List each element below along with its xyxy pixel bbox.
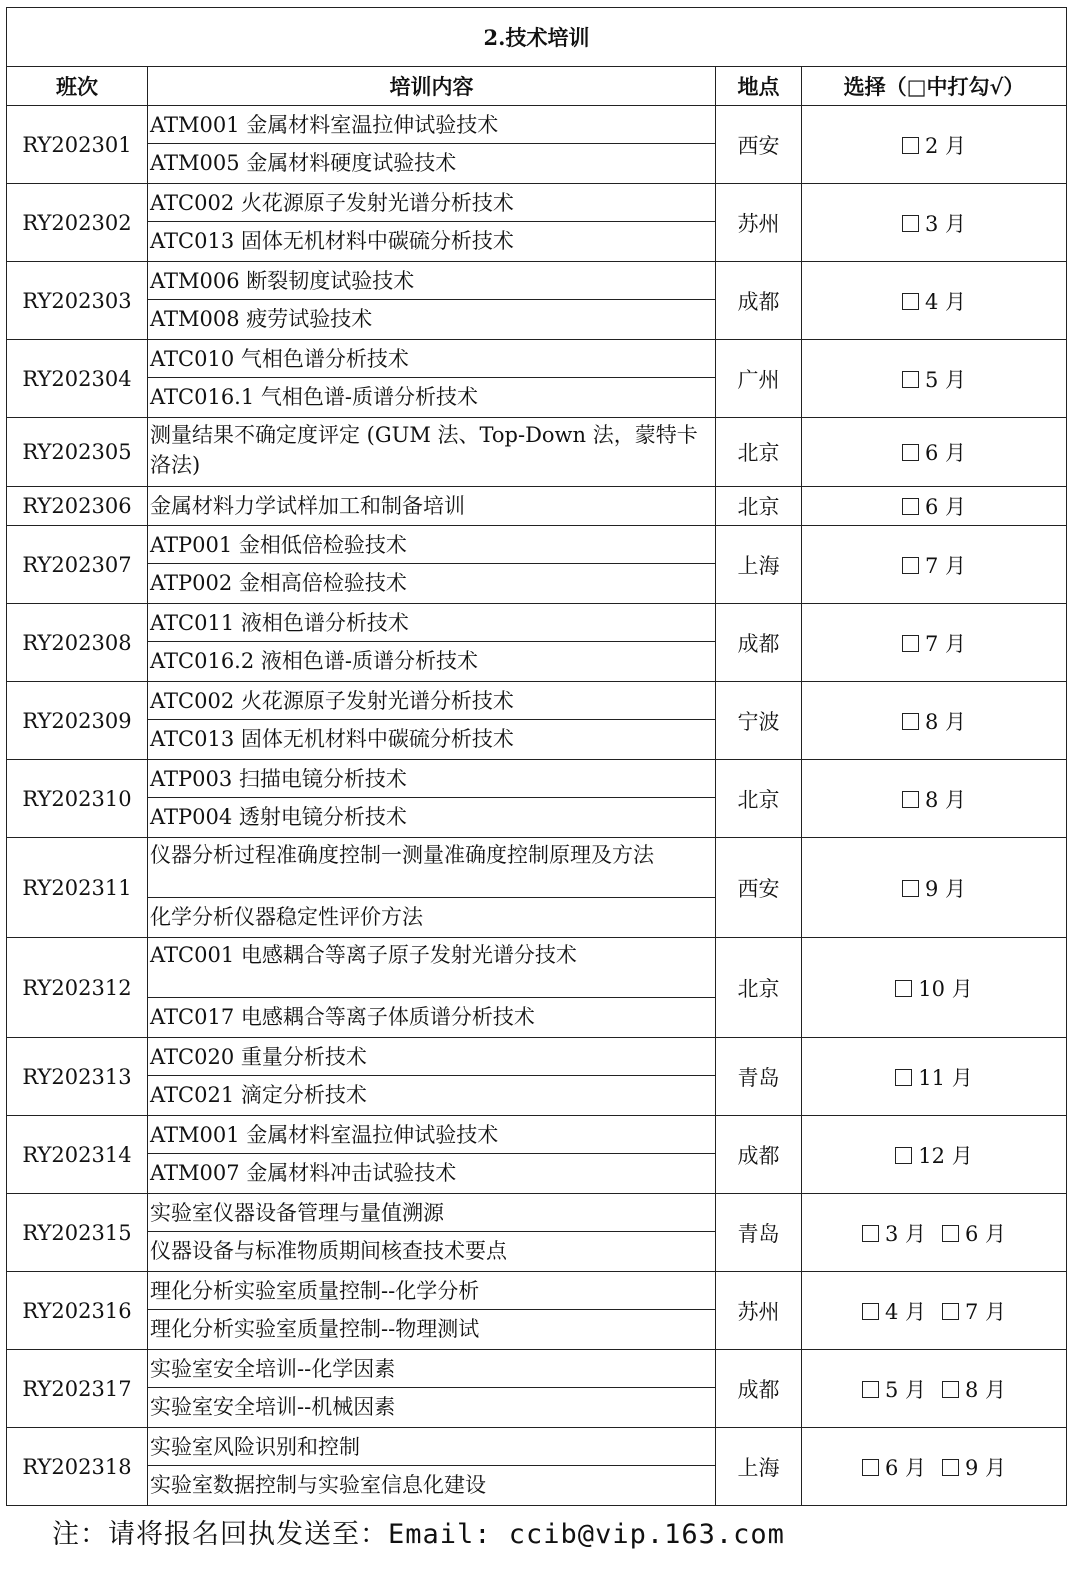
class-code: RY202307 bbox=[7, 526, 148, 604]
course-content bbox=[148, 1116, 716, 1194]
header-location: 地点 bbox=[716, 67, 802, 106]
class-code: RY202313 bbox=[7, 1038, 148, 1116]
header-select: 选择（□中打勾√） bbox=[802, 67, 1067, 106]
month-label: 4 月 bbox=[884, 1299, 926, 1324]
month-option[interactable] bbox=[902, 364, 966, 394]
course-content bbox=[148, 1428, 716, 1506]
class-code: RY202318 bbox=[7, 1428, 148, 1506]
month-label: 5 月 bbox=[884, 1377, 926, 1402]
month-option[interactable] bbox=[895, 973, 972, 1003]
month-label: 5 月 bbox=[924, 367, 967, 392]
course-line: ATP004 透射电镜分析技术 bbox=[150, 805, 407, 829]
course-line: ATM001 金属材料室温拉伸试验技术 bbox=[148, 1116, 715, 1154]
footer-note: 注：请将报名回执发送至：Email: ccib@vip.163.com bbox=[52, 1519, 785, 1550]
checkbox-icon[interactable] bbox=[902, 635, 919, 652]
location: 西安 bbox=[716, 106, 802, 184]
table-row bbox=[7, 1272, 1067, 1350]
checkbox-icon[interactable] bbox=[902, 557, 919, 574]
course-content bbox=[148, 1038, 716, 1116]
month-option[interactable] bbox=[902, 286, 966, 316]
checkbox-icon[interactable] bbox=[942, 1381, 959, 1398]
class-code: RY202301 bbox=[7, 106, 148, 184]
checkbox-icon[interactable] bbox=[902, 713, 919, 730]
course-line: ATC002 火花源原子发射光谱分析技术 bbox=[148, 682, 715, 720]
table-row bbox=[7, 760, 1067, 838]
month-option[interactable] bbox=[902, 873, 966, 903]
location: 苏州 bbox=[716, 1272, 802, 1350]
course-line: ATC016.2 液相色谱-质谱分析技术 bbox=[150, 649, 478, 673]
month-select bbox=[802, 1194, 1067, 1272]
checkbox-icon[interactable] bbox=[895, 1069, 912, 1086]
month-select bbox=[802, 604, 1067, 682]
checkbox-icon[interactable] bbox=[902, 371, 919, 388]
checkbox-icon[interactable] bbox=[902, 137, 919, 154]
month-label: 7 月 bbox=[924, 553, 967, 578]
course-line: ATM006 断裂韧度试验技术 bbox=[148, 262, 715, 300]
month-label: 7 月 bbox=[924, 631, 967, 656]
table-row bbox=[7, 106, 1067, 184]
course-content bbox=[148, 838, 716, 938]
class-code: RY202311 bbox=[7, 838, 148, 938]
location: 广州 bbox=[716, 340, 802, 418]
course-line: ATM007 金属材料冲击试验技术 bbox=[150, 1161, 457, 1185]
table-row bbox=[7, 604, 1067, 682]
location: 成都 bbox=[716, 1350, 802, 1428]
class-code: RY202303 bbox=[7, 262, 148, 340]
course-content bbox=[148, 682, 716, 760]
month-select bbox=[802, 340, 1067, 418]
course-content bbox=[148, 1272, 716, 1350]
month-label: 2 月 bbox=[924, 133, 967, 158]
table-row bbox=[7, 487, 1067, 526]
checkbox-icon[interactable] bbox=[862, 1459, 879, 1476]
class-code: RY202302 bbox=[7, 184, 148, 262]
training-table bbox=[6, 7, 1067, 1506]
location: 上海 bbox=[716, 526, 802, 604]
month-select bbox=[802, 262, 1067, 340]
month-label: 8 月 bbox=[965, 1377, 1007, 1402]
month-option[interactable] bbox=[902, 491, 966, 521]
table-row bbox=[7, 418, 1067, 487]
month-select bbox=[802, 526, 1067, 604]
month-select bbox=[802, 1428, 1067, 1506]
month-select bbox=[802, 106, 1067, 184]
month-option[interactable] bbox=[862, 1218, 926, 1248]
month-label: 9 月 bbox=[965, 1455, 1007, 1480]
course-line: ATC016.1 气相色谱-质谱分析技术 bbox=[150, 385, 478, 409]
course-content bbox=[148, 106, 716, 184]
course-line: 理化分析实验室质量控制--化学分析 bbox=[148, 1272, 715, 1310]
table-row bbox=[7, 340, 1067, 418]
class-code: RY202310 bbox=[7, 760, 148, 838]
month-select bbox=[802, 838, 1067, 938]
month-option[interactable] bbox=[902, 437, 966, 467]
checkbox-icon[interactable] bbox=[902, 444, 919, 461]
month-label: 7 月 bbox=[965, 1299, 1007, 1324]
month-label: 3 月 bbox=[884, 1221, 926, 1246]
month-label: 10 月 bbox=[918, 976, 973, 1001]
course-line: 仪器分析过程准确度控制一测量准确度控制原理及方法 bbox=[148, 838, 715, 898]
course-line: 实验室安全培训--化学因素 bbox=[148, 1350, 715, 1388]
month-label: 4 月 bbox=[924, 289, 967, 314]
month-option[interactable] bbox=[862, 1452, 926, 1482]
table-title: 2.技术培训 bbox=[7, 8, 1067, 67]
table-row bbox=[7, 1116, 1067, 1194]
checkbox-icon[interactable] bbox=[902, 498, 919, 515]
month-select bbox=[802, 1116, 1067, 1194]
course-content bbox=[148, 262, 716, 340]
month-option[interactable] bbox=[902, 550, 966, 580]
checkbox-icon[interactable] bbox=[902, 215, 919, 232]
course-line: ATP001 金相低倍检验技术 bbox=[148, 526, 715, 564]
course-line: ATP002 金相高倍检验技术 bbox=[150, 571, 407, 595]
course-line: 金属材料力学试样加工和制备培训 bbox=[150, 494, 465, 518]
course-line: 实验室仪器设备管理与量值溯源 bbox=[148, 1194, 715, 1232]
class-code: RY202306 bbox=[7, 487, 148, 526]
location: 成都 bbox=[716, 1116, 802, 1194]
course-line: 理化分析实验室质量控制--物理测试 bbox=[150, 1317, 480, 1341]
checkbox-icon[interactable] bbox=[902, 880, 919, 897]
location: 北京 bbox=[716, 487, 802, 526]
table-row bbox=[7, 184, 1067, 262]
course-content bbox=[148, 526, 716, 604]
month-option[interactable] bbox=[895, 1062, 972, 1092]
location: 上海 bbox=[716, 1428, 802, 1506]
location: 北京 bbox=[716, 418, 802, 487]
training-document bbox=[6, 7, 1066, 1506]
checkbox-icon[interactable] bbox=[902, 791, 919, 808]
checkbox-icon[interactable] bbox=[902, 293, 919, 310]
month-option[interactable] bbox=[902, 628, 966, 658]
course-line: ATC013 固体无机材料中碳硫分析技术 bbox=[150, 727, 514, 751]
course-line: 实验室数据控制与实验室信息化建设 bbox=[150, 1473, 486, 1497]
checkbox-icon[interactable] bbox=[862, 1225, 879, 1242]
month-option[interactable] bbox=[942, 1218, 1006, 1248]
header-row bbox=[7, 67, 1067, 106]
month-option[interactable] bbox=[862, 1374, 926, 1404]
month-option[interactable] bbox=[902, 130, 966, 160]
month-label: 3 月 bbox=[924, 211, 967, 236]
course-content bbox=[148, 604, 716, 682]
course-line: ATC013 固体无机材料中碳硫分析技术 bbox=[150, 229, 514, 253]
course-line: ATM001 金属材料室温拉伸试验技术 bbox=[148, 106, 715, 144]
class-code: RY202304 bbox=[7, 340, 148, 418]
header-code: 班次 bbox=[7, 67, 148, 106]
course-content bbox=[148, 184, 716, 262]
month-option[interactable] bbox=[942, 1374, 1006, 1404]
course-line: 测量结果不确定度评定 (GUM 法、Top-Down 法，蒙特卡洛法) bbox=[150, 423, 698, 477]
month-label: 6 月 bbox=[965, 1221, 1007, 1246]
course-line: ATC011 液相色谱分析技术 bbox=[148, 604, 715, 642]
checkbox-icon[interactable] bbox=[942, 1303, 959, 1320]
course-line: ATC001 电感耦合等离子原子发射光谱分技术 bbox=[148, 938, 715, 998]
month-select bbox=[802, 760, 1067, 838]
table-row bbox=[7, 682, 1067, 760]
course-line: ATC010 气相色谱分析技术 bbox=[148, 340, 715, 378]
course-content bbox=[148, 1350, 716, 1428]
class-code: RY202316 bbox=[7, 1272, 148, 1350]
month-select bbox=[802, 1350, 1067, 1428]
month-label: 6 月 bbox=[884, 1455, 926, 1480]
course-line: ATC002 火花源原子发射光谱分析技术 bbox=[148, 184, 715, 222]
course-line: ATC017 电感耦合等离子体质谱分析技术 bbox=[150, 1005, 535, 1029]
month-select bbox=[802, 1272, 1067, 1350]
month-option[interactable] bbox=[862, 1296, 926, 1326]
month-select bbox=[802, 487, 1067, 526]
course-content bbox=[148, 760, 716, 838]
course-content bbox=[148, 418, 716, 487]
checkbox-icon[interactable] bbox=[895, 980, 912, 997]
month-select bbox=[802, 184, 1067, 262]
table-row bbox=[7, 1038, 1067, 1116]
checkbox-icon[interactable] bbox=[862, 1303, 879, 1320]
month-label: 6 月 bbox=[924, 441, 967, 465]
month-select bbox=[802, 1038, 1067, 1116]
month-option[interactable] bbox=[902, 784, 966, 814]
table-row bbox=[7, 838, 1067, 938]
month-option[interactable] bbox=[902, 706, 966, 736]
class-code: RY202317 bbox=[7, 1350, 148, 1428]
class-code: RY202308 bbox=[7, 604, 148, 682]
month-select bbox=[802, 682, 1067, 760]
location: 西安 bbox=[716, 838, 802, 938]
class-code: RY202312 bbox=[7, 938, 148, 1038]
table-row bbox=[7, 1350, 1067, 1428]
class-code: RY202314 bbox=[7, 1116, 148, 1194]
course-line: ATM008 疲劳试验技术 bbox=[150, 307, 373, 331]
month-label: 12 月 bbox=[918, 1143, 973, 1168]
location: 成都 bbox=[716, 262, 802, 340]
class-code: RY202309 bbox=[7, 682, 148, 760]
month-option[interactable] bbox=[895, 1140, 972, 1170]
table-row bbox=[7, 262, 1067, 340]
month-option[interactable] bbox=[902, 208, 966, 238]
checkbox-icon[interactable] bbox=[942, 1459, 959, 1476]
month-label: 8 月 bbox=[924, 709, 967, 734]
month-option[interactable] bbox=[942, 1452, 1006, 1482]
course-line: 仪器设备与标准物质期间核查技术要点 bbox=[150, 1239, 507, 1263]
course-line: ATC021 滴定分析技术 bbox=[150, 1083, 367, 1107]
month-select bbox=[802, 938, 1067, 1038]
month-label: 11 月 bbox=[918, 1065, 973, 1090]
course-content bbox=[148, 340, 716, 418]
course-content bbox=[148, 1194, 716, 1272]
course-content bbox=[148, 487, 716, 526]
month-label: 8 月 bbox=[924, 787, 967, 812]
location: 苏州 bbox=[716, 184, 802, 262]
table-row bbox=[7, 1428, 1067, 1506]
checkbox-icon[interactable] bbox=[895, 1147, 912, 1164]
month-select bbox=[802, 418, 1067, 487]
location: 青岛 bbox=[716, 1038, 802, 1116]
course-content bbox=[148, 938, 716, 1038]
location: 宁波 bbox=[716, 682, 802, 760]
class-code: RY202315 bbox=[7, 1194, 148, 1272]
location: 北京 bbox=[716, 760, 802, 838]
location: 北京 bbox=[716, 938, 802, 1038]
month-label: 6 月 bbox=[924, 495, 967, 519]
course-line: 实验室风险识别和控制 bbox=[148, 1428, 715, 1466]
month-option[interactable] bbox=[942, 1296, 1006, 1326]
checkbox-icon[interactable] bbox=[942, 1225, 959, 1242]
course-line: ATP003 扫描电镜分析技术 bbox=[148, 760, 715, 798]
location: 青岛 bbox=[716, 1194, 802, 1272]
course-line: 实验室安全培训--机械因素 bbox=[150, 1395, 396, 1419]
month-label: 9 月 bbox=[924, 876, 967, 901]
checkbox-icon[interactable] bbox=[862, 1381, 879, 1398]
header-content: 培训内容 bbox=[148, 67, 716, 106]
location: 成都 bbox=[716, 604, 802, 682]
class-code: RY202305 bbox=[7, 418, 148, 487]
course-line: ATM005 金属材料硬度试验技术 bbox=[150, 151, 457, 175]
table-row bbox=[7, 526, 1067, 604]
course-line: 化学分析仪器稳定性评价方法 bbox=[150, 905, 423, 929]
course-line: ATC020 重量分析技术 bbox=[148, 1038, 715, 1076]
table-row bbox=[7, 1194, 1067, 1272]
table-row bbox=[7, 938, 1067, 1038]
